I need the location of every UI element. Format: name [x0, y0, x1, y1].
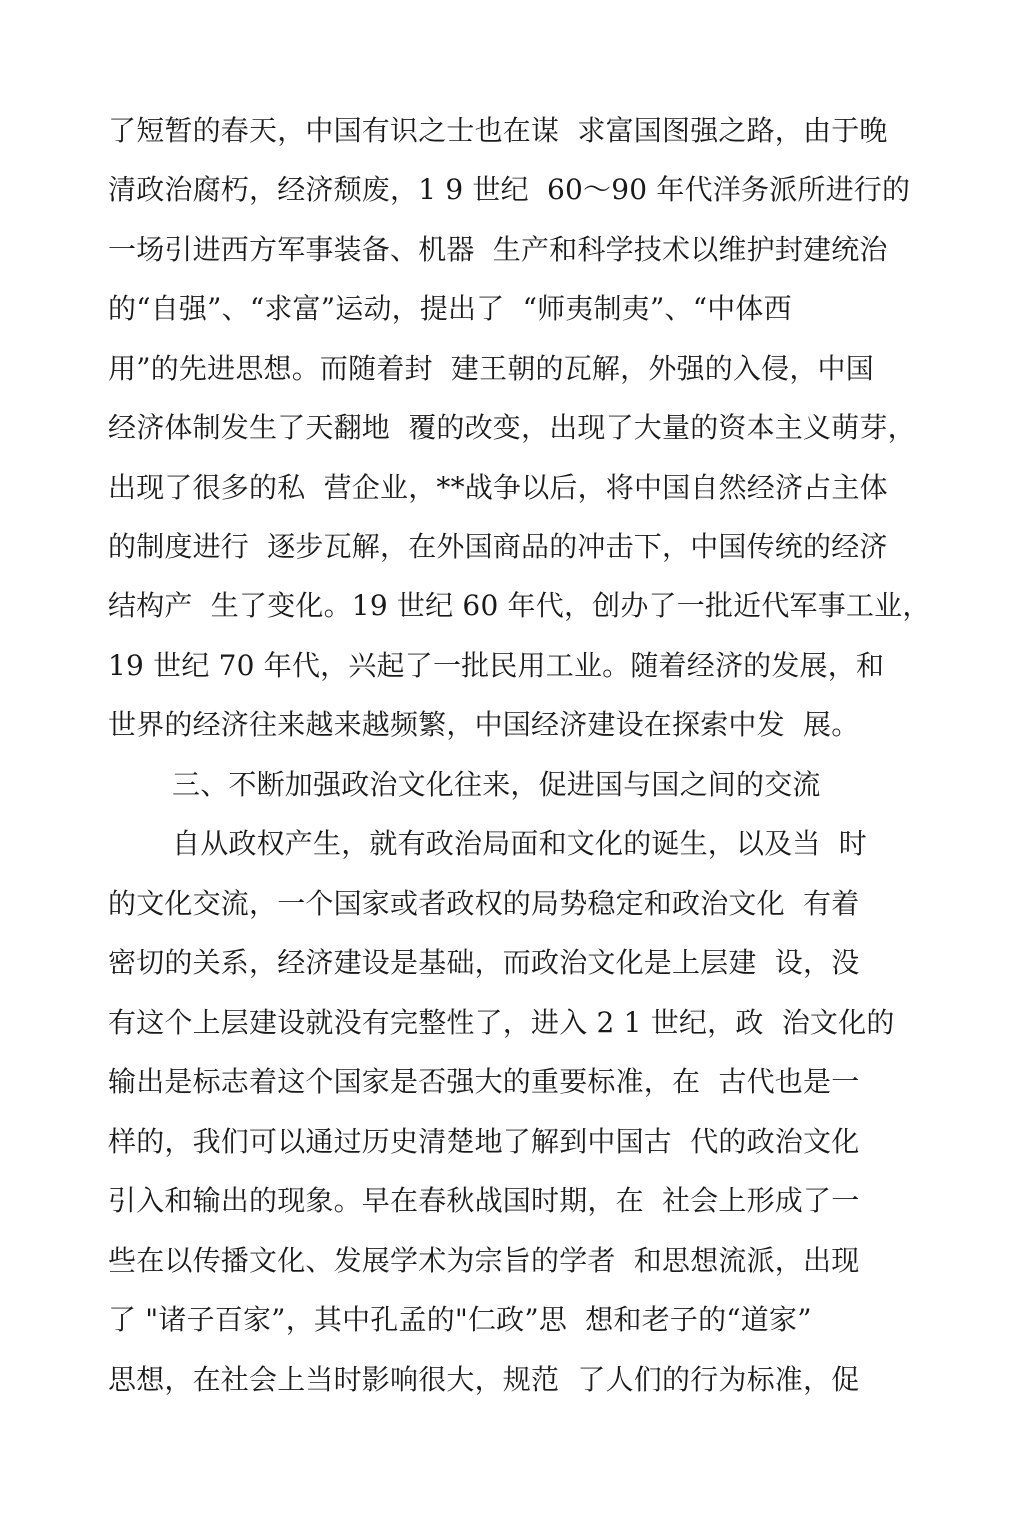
text-line: 了 "诸子百家”，其中孔孟的"仁政”思 想和老子的“道家”: [108, 1303, 812, 1336]
text-line: 引入和输出的现象。早在春秋战国时期，在 社会上形成了一: [108, 1184, 860, 1217]
text-line: 密切的关系，经济建设是基础，而政治文化是上层建 设，没: [108, 946, 860, 979]
text-line: 用”的先进思想。而随着封 建王朝的瓦解，外强的入侵，中国: [108, 352, 874, 385]
text-line: 有这个上层建设就没有完整性了，进入 2 1 世纪，政 治文化的: [108, 1006, 895, 1039]
text-line: 一场引进西方军事装备、机器 生产和科学技术以维护封建统治: [108, 233, 888, 266]
text-line: 自从政权产生，就有政治局面和文化的诞生，以及当 时: [172, 827, 868, 860]
text-line: 的“自强”、“求富”运动，提出了 “师夷制夷”、“中体西: [108, 292, 792, 325]
text-line: 世界的经济往来越来越频繁，中国经济建设在探索中发 展。: [108, 708, 860, 741]
text-line: 清政治腐朽，经济颓废，1 9 世纪 60～90 年代洋务派所进行的: [108, 173, 911, 206]
text-line: 结构产 生了变化。19 世纪 60 年代，创办了一批近代军事工业，: [108, 589, 931, 622]
text-line: 样的，我们可以通过历史清楚地了解到中国古 代的政治文化: [108, 1125, 860, 1158]
text-line: 的制度进行 逐步瓦解，在外国商品的冲击下，中国传统的经济: [108, 530, 888, 563]
text-line: 经济体制发生了天翻地 覆的改变，出现了大量的资本主义萌芽，: [108, 411, 916, 444]
text-line: 了短暂的春天，中国有识之士也在谋 求富国图强之路，由于晚: [108, 114, 888, 147]
section-heading: 三、不断加强政治文化往来，促进国与国之间的交流: [172, 768, 821, 801]
text-line: 输出是标志着这个国家是否强大的重要标准，在 古代也是一: [108, 1065, 860, 1098]
text-line: 19 世纪 70 年代，兴起了一批民用工业。随着经济的发展，和: [108, 649, 885, 682]
text-line: 些在以传播文化、发展学术为宗旨的学者 和思想流派，出现: [108, 1244, 860, 1277]
text-line: 出现了很多的私 营企业，**战争以后，将中国自然经济占主体: [108, 471, 888, 504]
text-line: 的文化交流，一个国家或者政权的局势稳定和政治文化 有着: [108, 887, 860, 920]
text-line: 思想，在社会上当时影响很大，规范 了人们的行为标准，促: [108, 1363, 860, 1396]
